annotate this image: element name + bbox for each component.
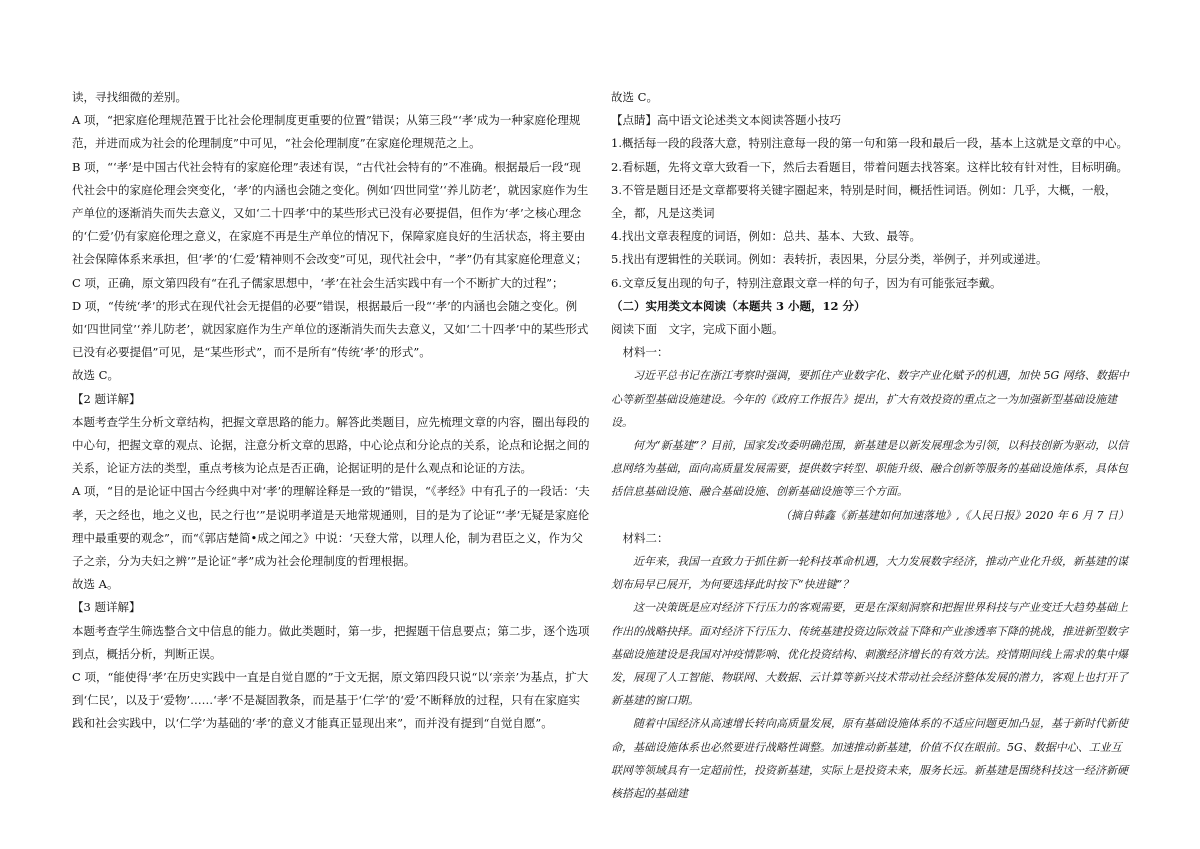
section-heading: 【3 题详解】: [72, 600, 141, 615]
paragraph: 本题考查学生筛选整合文中信息的能力。做此类题时，第一步，把握题干信息要点；第二步，逐个选项到点，概括分析，判断正误。: [72, 623, 590, 661]
paragraph: 本题考查学生分析文章结构，把握文章思路的能力。解答此类题目，应先梳理文章的内容，圈出每段的中心句，把握文章的观点、论据，注意分析文章的思路，中心论点和分论点的关系，论点和论据之间的关系，论证方法的类型，重点考核为论点是否正确，论据证明的是什么观点和论证的方法。: [72, 414, 590, 476]
instruction: 阅读下面 文字，完成下面小题。: [611, 322, 784, 337]
paragraph: C 项，正确，原文第四段有“在孔子儒家思想中，‘孝’在社会生活实践中有一个不断扩大的过程”；: [72, 275, 564, 290]
list-item: 5.找出有逻辑性的关联词。例如：表转折，表因果，分层分类，举例子，并列或递进。: [611, 252, 1048, 267]
right-column: [611, 86, 1129, 805]
material-paragraph: 何为“新基建”？目前，国家发改委明确范围，新基建是以新发展理念为引领，以科技创新为驱动，以信息网络为基础，面向高质量发展需要，提供数字转型、职能升级、融合创新等服务的基础设施体系，具体包括信息基础设施、融合基础设施、创新基础设施等三个方面。: [611, 439, 1129, 499]
list-item: 6.文章反复出现的句子，特别注意跟文章一样的句子，因为有可能张冠李戴。: [611, 275, 1002, 290]
paragraph: B 项，“‘孝’是中国古代社会特有的家庭伦理”表述有误，“古代社会特有的”不准确。根据最后一段“现代社会中的家庭伦理会突变化，‘孝’的内涵也会随之变化。例如‘四世同堂’‘养儿防老’，就因家庭作为生产单位的逐渐消失而失去意义，又如‘二十四孝’中的某些形式已没有必要提倡，但作为‘孝’之核心理念的‘仁爱’仍有家庭伦理之意义，在家庭不再是生产单位的情况下，保障家庭良好的生活状态，将主要由社会保障体系来承担，但‘孝’的‘仁爱’精神则不会改变”可见，现代社会中，“孝”仍有其家庭伦理意义；: [72, 159, 589, 267]
list-item: 2.看标题，先将文章大致看一下，然后去看题目，带着问题去找答案。这样比较有针对性，目标明确。: [611, 159, 1128, 174]
section-heading: 【点睛】高中语文论述类文本阅读答题小技巧: [611, 113, 841, 128]
material-paragraph: 随着中国经济从高速增长转向高质量发展，原有基础设施体系的不适应问题更加凸显，基于新时代新使命，基础设施体系也必然要进行战略性调整。加速推动新基建，价值不仅在眼前。5G、数据中心、工业互联网等领域具有一定超前性，投资新基建，实际上是投资未来，服务长远。新基建是围绕科技这一经济新硬核搭起的基础建: [611, 717, 1128, 801]
material-paragraph: 近年来，我国一直致力于抓住新一轮科技革命机遇，大力发展数字经济，推动产业化升级，新基建的谋划布局早已展开，为何要选择此时按下“快进键”？: [611, 555, 1128, 592]
source-citation: （摘自韩鑫《新基建如何加速落地》,《人民日报》2020 年 6 月 7 日）: [780, 508, 1129, 522]
material-label: 材料二：: [622, 530, 669, 545]
list-item: 4.找出文章表程度的词语，例如：总共、基本、大致、最等。: [611, 229, 921, 244]
material-label: 材料一：: [622, 345, 669, 360]
list-item: 1.概括每一段的段落大意，特别注意每一段的第一句和第一段和最后一段，基本上这就是文章的中心。: [611, 136, 1128, 151]
paragraph: A 项，“目的是论证中国古今经典中对‘孝’的理解诠释是一致的”错误，“《孝经》中有孔子的一段话：‘夫孝，天之经也，地之义也，民之行也’”是说明孝道是天地常规通则，目的是为了论证“‘孝’无疑是家庭伦理中最重要的观念”，而“《郭店楚简•成之闻之》中说：‘天登大常，以理人伦，制为君臣之义，作为父子之亲，分为夫妇之辨’”是论证“孝”成为社会伦理制度的哲理根据。: [72, 484, 590, 569]
paragraph: 故选 C。: [611, 90, 658, 104]
paragraph: 故选 C。: [72, 368, 119, 383]
paragraph: 读，寻找细微的差别。: [72, 90, 187, 104]
left-column: [72, 86, 590, 736]
section-title: （二）实用类文本阅读（本题共 3 小题，12 分）: [611, 298, 866, 313]
material-paragraph: 这一决策既是应对经济下行压力的客观需要，更是在深刻洞察和把握世界科技与产业变迁大趋势基础上作出的战略抉择。面对经济下行压力、传统基建投资边际效益下降和产业渗透率下降的挑战，推进新型数字基础设施建设是我国对冲疫情影响、优化投资结构、刺激经济增长的有效方法。疫情期间线上需求的集中爆发，展现了人工智能、物联网、大数据、云计算等新兴技术带动社会经济整体发展的潜力，客观上也打开了新基建的窗口期。: [611, 601, 1128, 708]
section-heading: 【2 题详解】: [72, 391, 141, 406]
list-item: 3.不管是题目还是文章都要将关键字圈起来，特别是时间，概括性词语。例如：几乎，大概，一般，全，都，凡是这类词: [611, 182, 1117, 221]
paragraph: D 项，“传统‘孝’的形式在现代社会无提倡的必要”错误，根据最后一段“‘孝’的内涵也会随之变化。例如‘四世同堂’‘养儿防老’，就因家庭作为生产单位的逐渐消失而失去意义，又如‘二十四孝’中的某些形式已没有必要提倡”可见，是“某些形式”，而不是所有“传统‘孝’的形式”。: [72, 298, 589, 360]
paragraph: 故选 A。: [72, 577, 119, 592]
paragraph: A 项，“把家庭伦理规范置于比社会伦理制度更重要的位置”错误；从第三段“‘孝’成为一种家庭伦理规范，并进而成为社会的伦理制度”中可见，“社会伦理制度”在家庭伦理规范之上。: [72, 113, 581, 151]
material-paragraph: 习近平总书记在浙江考察时强调，要抓住产业数字化、数字产业化赋予的机遇，加快 5G 网络、数据中心等新型基础设施建设。今年的《政府工作报告》提出，扩大有效投资的重点之一为加强新型基础设施建设。: [611, 369, 1129, 429]
paragraph: C 项，“能使得‘孝’在历史实践中一直是自觉自愿的”于文无据，原文第四段只说“以‘亲亲’为基点，扩大到‘仁民’，以及于‘爱物’……‘孝’不是凝固教条，而是基于‘仁学’的‘爱’不断释放的过程，只有在家庭实践和社会实践中，以‘仁学’为基础的‘孝’的意义才能真正显现出来”，而并没有提到“自觉自愿”。: [72, 670, 589, 731]
